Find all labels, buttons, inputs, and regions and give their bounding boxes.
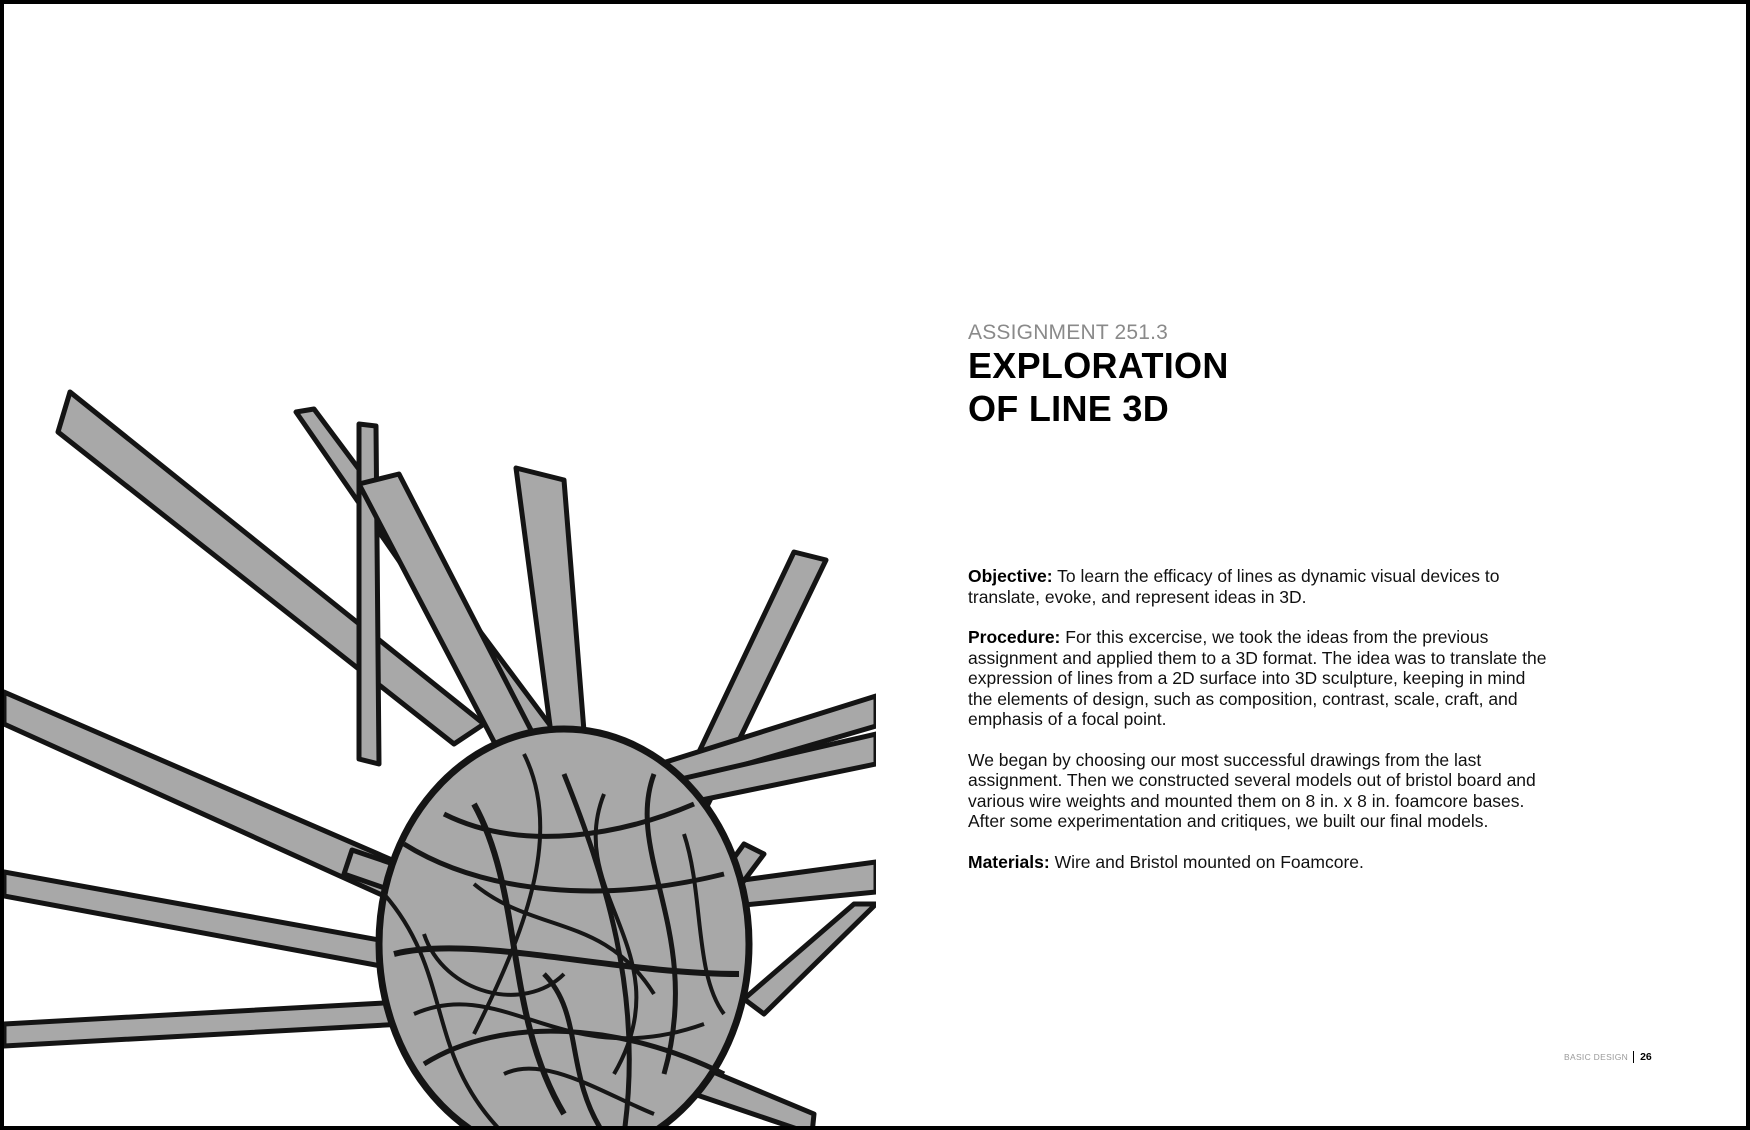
section-name: BASIC DESIGN — [1564, 1052, 1629, 1062]
title-line-1: EXPLORATION — [968, 345, 1229, 386]
title-line-2: OF LINE 3D — [968, 388, 1170, 429]
procedure-label: Procedure: — [968, 627, 1061, 647]
page-folio — [1564, 1050, 1652, 1064]
strip-left-low — [4, 1002, 404, 1046]
article-text-column — [968, 322, 1548, 892]
page-number: 26 — [1640, 1051, 1652, 1063]
wire-sphere — [379, 729, 749, 1130]
line-sculpture-photo — [4, 374, 880, 1130]
materials-label: Materials: — [968, 851, 1050, 872]
materials-text: Wire and Bristol mounted on Foamcore. — [1049, 851, 1364, 872]
objective-text: To learn the efficacy of lines as dynamic visual devices to translate, evoke, and represent ideas in 3D. — [968, 566, 1500, 607]
line-sculpture-illustration — [4, 374, 880, 1130]
strip-vertical — [359, 424, 379, 764]
process-paragraph: We began by choosing our most successful drawings from the last assignment. Then we constructed several models out of bristol board and various wire weights and mounted them on 8 in. x 8 in. foamcore bases. After some experimentation and critiques, we built our final models. — [968, 749, 1536, 831]
procedure-text: For this excercise, we took the ideas from the previous assignment and applied them to a 3D format. The idea was to translate the expression of lines from a 2D surface into 3D sculpture, keeping in mind the elements of design, such as composition, contrast, scale, craft, and emphasis of a focal point. — [968, 627, 1547, 729]
assignment-kicker: ASSIGNMENT 251.3 — [968, 321, 1169, 344]
procedure-paragraph — [968, 627, 1548, 730]
folio-divider — [1633, 1051, 1634, 1063]
objective-label: Objective: — [968, 566, 1053, 586]
article-body — [968, 566, 1548, 872]
materials-paragraph — [968, 852, 1548, 873]
strip-right-diagonal — [744, 904, 876, 1014]
objective-paragraph — [968, 566, 1548, 607]
page-title — [968, 344, 1548, 430]
